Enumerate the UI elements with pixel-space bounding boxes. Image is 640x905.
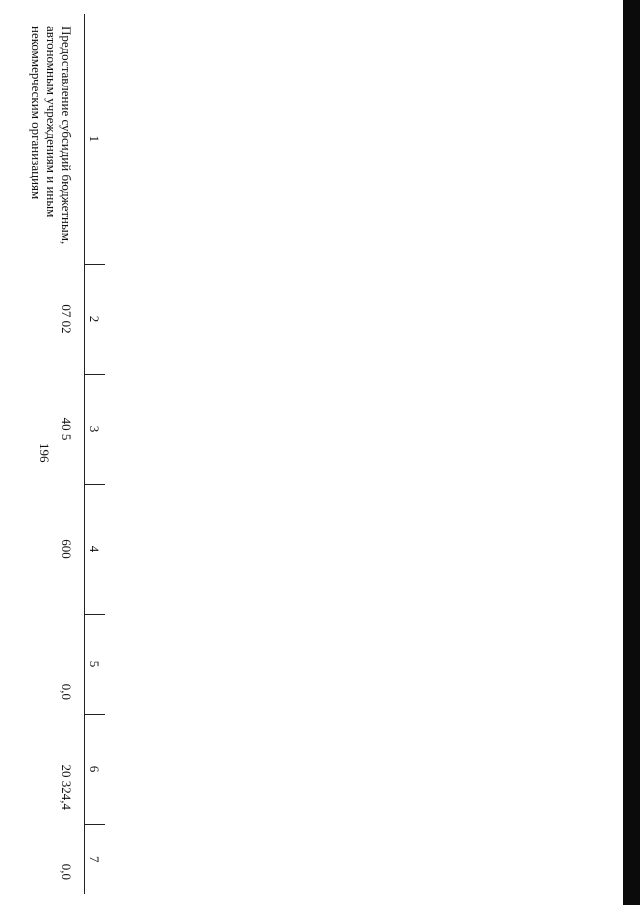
table-header xyxy=(85,14,106,894)
row-expense: 600 xyxy=(59,539,74,559)
scan-edge-bar xyxy=(623,0,640,905)
row-section: 07 02 xyxy=(59,304,74,334)
row-target: 40 5 xyxy=(59,417,74,441)
row-value-6: 20 324,4 xyxy=(59,764,74,810)
header-col-7: 7 xyxy=(85,824,106,894)
row-target xyxy=(0,374,2,484)
row-section xyxy=(0,264,2,374)
row-value-7 xyxy=(0,824,2,894)
table-row xyxy=(2,14,85,894)
row-name: Предоставление субсидий бюджетным, автономным учреждениям и иным некоммерческим организациям xyxy=(29,26,74,245)
budget-table-container xyxy=(0,14,105,894)
row-value-5: 0,0 xyxy=(59,683,74,700)
header-col-6: 6 xyxy=(85,714,106,824)
budget-table xyxy=(0,14,105,894)
header-row xyxy=(85,14,106,894)
header-col-3: 3 xyxy=(85,374,106,484)
row-value-7: 0,0 xyxy=(59,863,74,880)
header-col-1: 1 xyxy=(85,14,106,264)
table-row xyxy=(0,14,2,894)
header-col-4: 4 xyxy=(85,484,106,614)
row-value-6 xyxy=(0,714,2,824)
row-expense xyxy=(0,484,2,614)
header-col-5: 5 xyxy=(85,614,106,714)
header-col-2: 2 xyxy=(85,264,106,374)
table-body xyxy=(0,14,85,894)
row-value-5 xyxy=(0,614,2,714)
row-name xyxy=(0,14,2,264)
page-number: 196 xyxy=(37,443,52,463)
